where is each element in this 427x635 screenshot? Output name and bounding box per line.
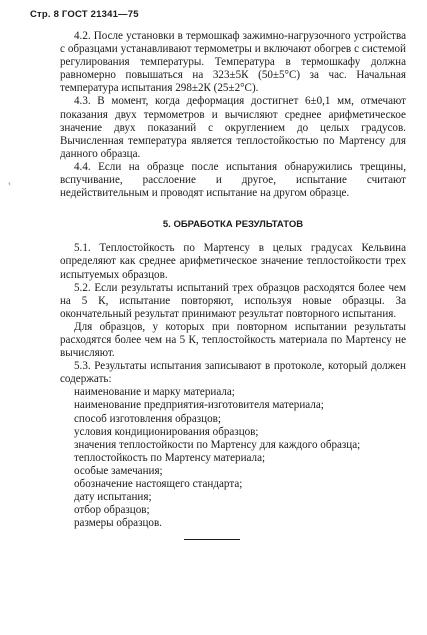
list-item: дату испытания; — [74, 491, 152, 504]
list-item: способ изготовления образцов; — [74, 412, 221, 425]
paragraph-5-3: 5.3. Результаты испытания записывают в протоколе, который должен содержать: — [60, 360, 406, 386]
list-item: размеры образцов. — [74, 517, 162, 530]
protocol-items-list — [60, 386, 406, 530]
page-header: Стр. 8 ГОСТ 21341—75 — [30, 9, 139, 20]
paragraph-4-4: 4.4. Если на образце после испытания обнаружились трещины, вспучивание, расслоение и другое, испытание считают недействительным и проводят испытание на другом образце. — [60, 160, 406, 200]
list-item: наименование предприятия-изготовителя материала; — [74, 399, 324, 412]
paragraph-repeat-note: Для образцов, у которых при повторном испытании результаты расходятся более чем на 5 К, теплостойкость материала по Мартенсу не вычисляют. — [60, 320, 406, 360]
paragraph-4-3: 4.3. В момент, когда деформация достигнет 6±0,1 мм, отмечают показания двух термометров и вычисляют среднее арифметическое значение двух показаний с округлением до целых градусов. Вычисленная температура является теплостойкостью по Мартенсу для данного образца. — [60, 95, 406, 160]
paragraph-4-2: 4.2. После установки в термошкаф зажимно-нагрузочного устройства с образцами устанавливают термометры и включают обогрев с системой регулирования температуры. Температура в термошкафу должна равномерно повышаться на 323±5К (50±5°С) за час. Начальная температура испытания 298±2К (25±2°С). — [60, 30, 406, 95]
list-item: значения теплостойкости по Мартенсу для каждого образца; — [74, 438, 361, 451]
list-item: наименование и марку материала; — [74, 386, 235, 399]
list-item: условия кондиционирования образцов; — [74, 425, 259, 438]
page-body — [60, 30, 406, 530]
list-item: обозначение настоящего стандарта; — [74, 478, 243, 490]
list-item: отбор образцов; — [74, 504, 150, 517]
list-item: теплостойкость по Мартенсу материала; — [74, 451, 266, 464]
list-item: особые замечания; — [74, 464, 163, 477]
paragraph-5-1: 5.1. Теплостойкость по Мартенсу в целых градусах Кельвина определяют как среднее арифметическое значение теплостойкости трех испытуемых образцов. — [60, 242, 406, 281]
margin-mark: ‹ — [8, 178, 11, 188]
end-rule — [184, 539, 240, 540]
paragraph-5-2: 5.2. Если результаты испытаний трех образцов расходятся более чем на 5 К, испытание повторяют, используя новые образцы. За окончательный результат принимают результат повторного испытания. — [60, 281, 406, 320]
section-title: 5. ОБРАБОТКА РЕЗУЛЬТАТОВ — [162, 219, 304, 231]
